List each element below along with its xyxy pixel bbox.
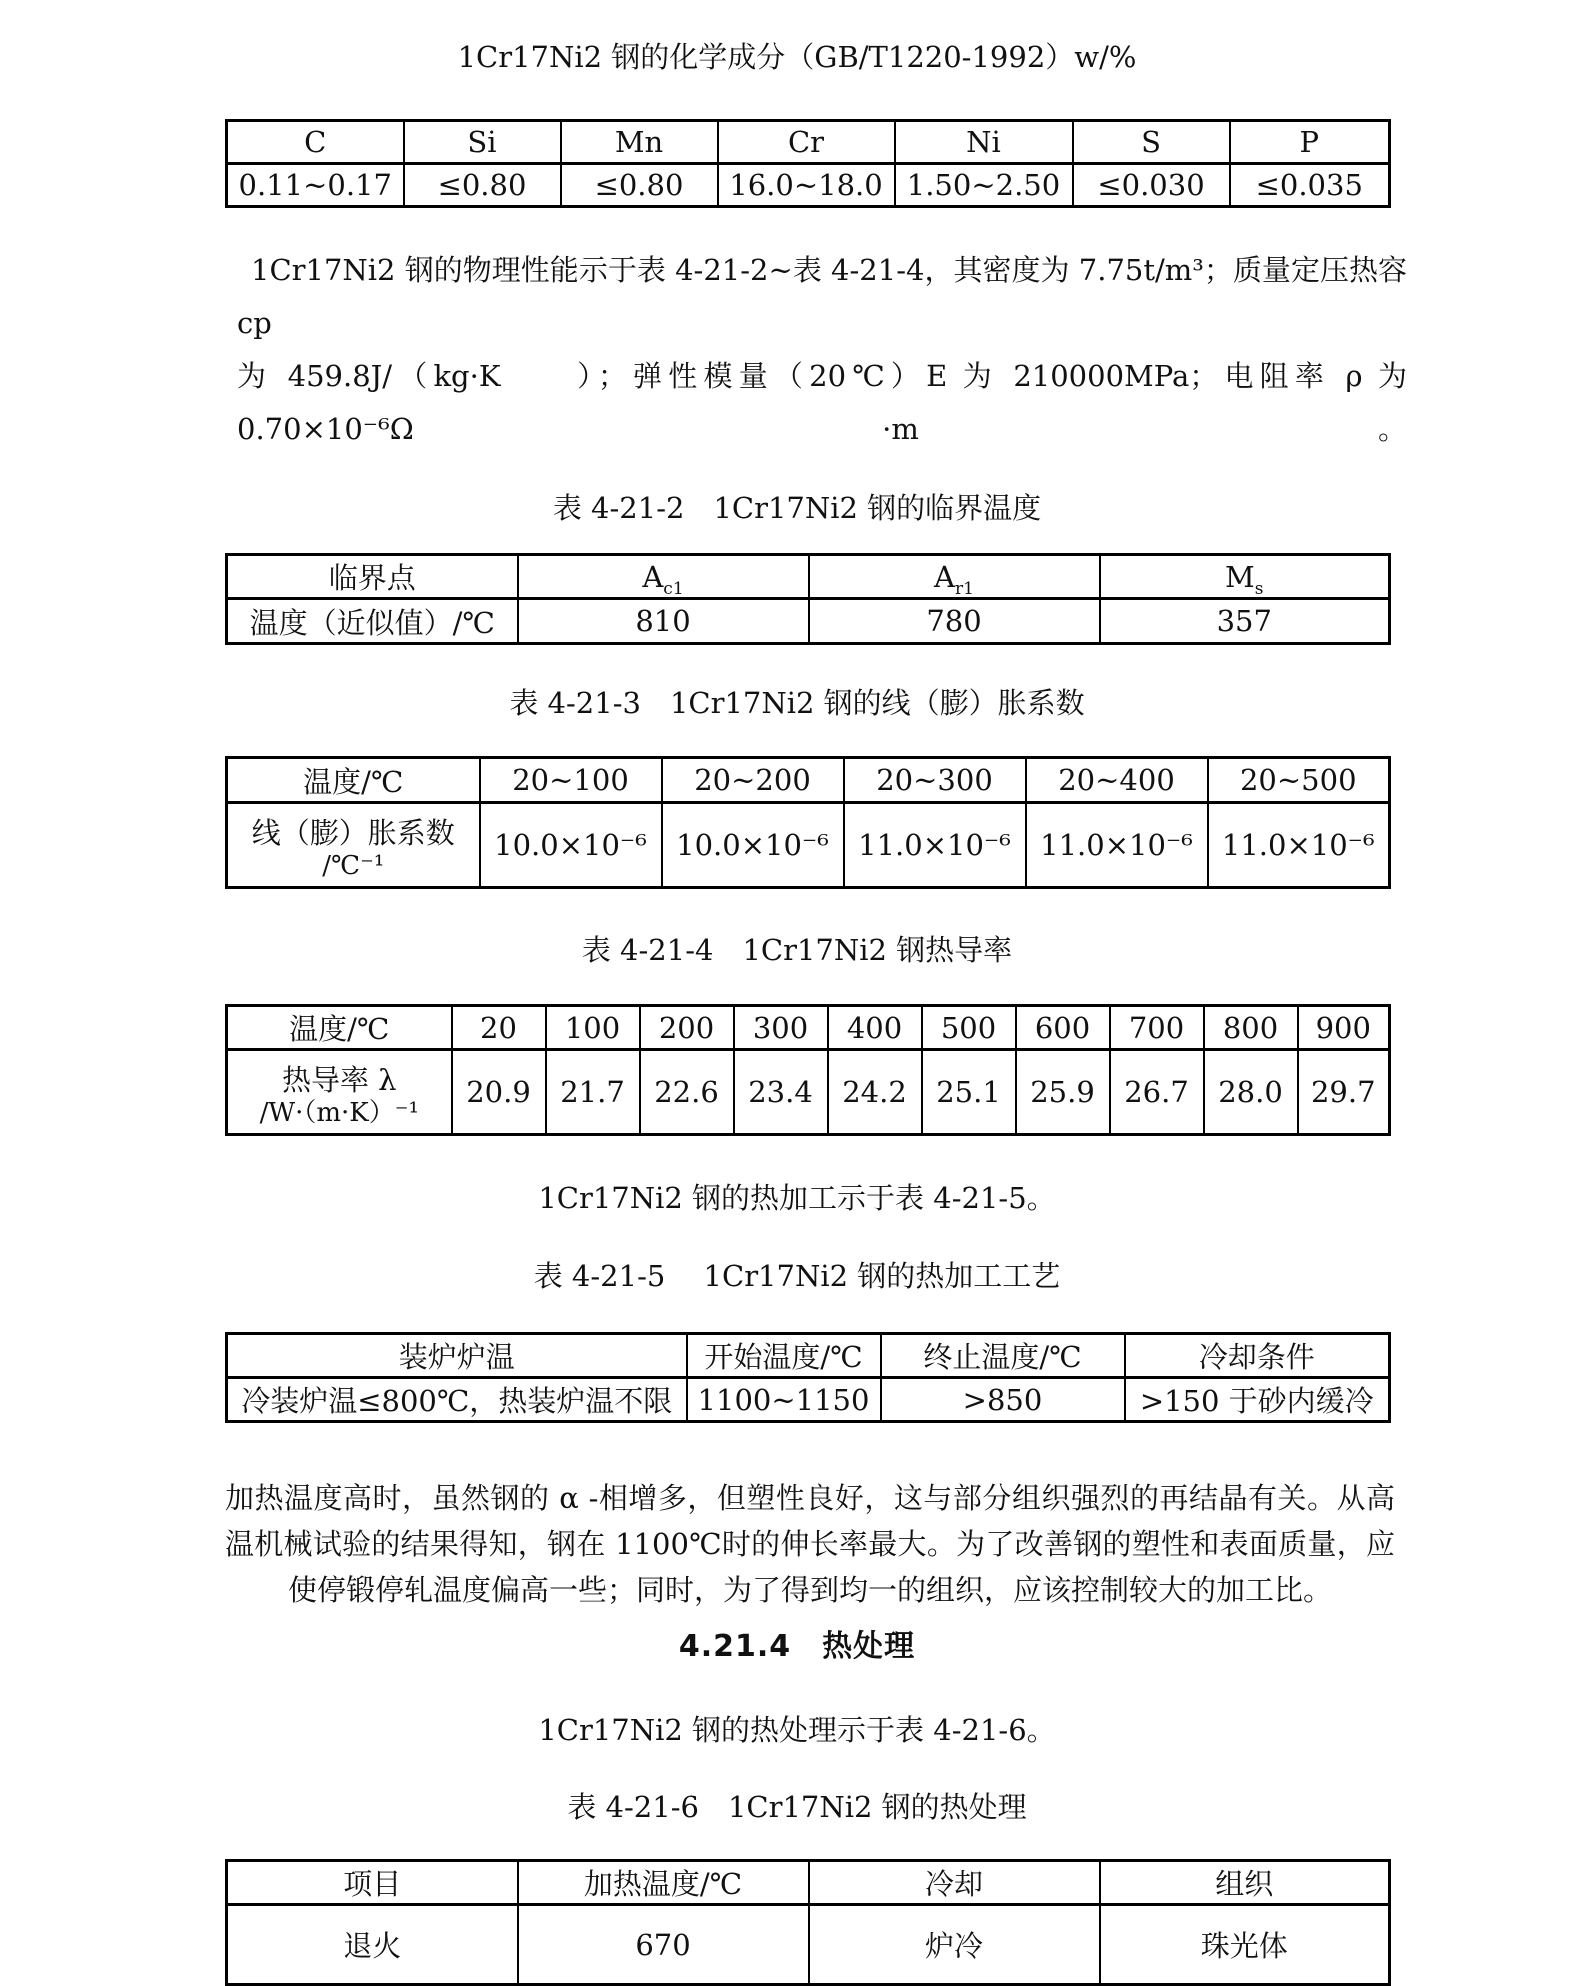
table-caption-4-21-5: 表 4-21-5 1Cr17Ni2 钢的热加工工艺 bbox=[533, 1259, 1061, 1293]
paragraph-line: 加热温度高时，虽然钢的 α -相增多，但塑性良好，这与部分组织强烈的再结晶有关。从高 bbox=[225, 1481, 1395, 1515]
hot-working-note: 1Cr17Ni2 钢的热加工示于表 4-21-5。 bbox=[538, 1181, 1056, 1215]
t2-cell: 780 bbox=[809, 599, 1100, 644]
row-label-line: /℃⁻¹ bbox=[322, 851, 385, 881]
symbol-base: A bbox=[642, 559, 664, 594]
symbol-sub: r1 bbox=[955, 578, 974, 599]
paragraph-line: 使停锻停轧温度偏高一些；同时，为了得到均一的组织，应该控制较大的加工比。 bbox=[287, 1573, 1332, 1607]
row-label-line: /W·（m·K）⁻¹ bbox=[259, 1098, 419, 1128]
t6-cell: 退火 bbox=[227, 1905, 518, 1985]
heating-temperature-paragraph bbox=[225, 1475, 1395, 1613]
heat-treatment-table bbox=[225, 1859, 1391, 1986]
t4-cell: 20.9 bbox=[452, 1050, 546, 1135]
t4-col-header: 600 bbox=[1016, 1006, 1110, 1050]
table-row bbox=[227, 1378, 1390, 1422]
t3-cell: 11.0×10⁻⁶ bbox=[844, 803, 1026, 888]
critical-temperature-table bbox=[225, 553, 1391, 645]
table-header-row bbox=[227, 1006, 1390, 1050]
table-header-row bbox=[227, 758, 1390, 803]
t1-col-header: P bbox=[1230, 121, 1390, 164]
physical-properties-paragraph bbox=[237, 244, 1407, 456]
t1-cell: ≤0.80 bbox=[404, 164, 561, 207]
t2-row-label: 温度（近似值）/℃ bbox=[227, 599, 518, 644]
t3-col-header: 20~200 bbox=[662, 758, 844, 803]
thermal-expansion-table bbox=[225, 756, 1391, 889]
t3-col-header: 20~500 bbox=[1208, 758, 1390, 803]
t6-col-header: 组织 bbox=[1100, 1861, 1390, 1905]
table-header-row bbox=[227, 555, 1390, 599]
symbol-base: A bbox=[934, 559, 955, 594]
t6-cell: 珠光体 bbox=[1100, 1905, 1390, 1985]
thermal-conductivity-table bbox=[225, 1004, 1391, 1136]
t1-col-header: Si bbox=[404, 121, 561, 164]
table-row bbox=[227, 164, 1390, 207]
t3-row-label bbox=[227, 803, 480, 888]
t6-col-header: 加热温度/℃ bbox=[518, 1861, 809, 1905]
paragraph-line: 1Cr17Ni2 钢的物理性能示于表 4-21-2~表 4-21-4，其密度为 7.75t/m³；质量定压热容 cp bbox=[237, 253, 1407, 340]
t4-cell: 25.1 bbox=[922, 1050, 1016, 1135]
t6-col-header: 项目 bbox=[227, 1861, 518, 1905]
row-label-line: 热导率 λ bbox=[281, 1063, 397, 1097]
t3-col-header: 温度/℃ bbox=[227, 758, 480, 803]
t4-col-header: 200 bbox=[640, 1006, 734, 1050]
table-row bbox=[227, 1905, 1390, 1985]
t3-cell: 11.0×10⁻⁶ bbox=[1026, 803, 1208, 888]
t2-col-header bbox=[809, 555, 1100, 599]
hot-working-process-table bbox=[225, 1332, 1391, 1423]
t3-col-header: 20~300 bbox=[844, 758, 1026, 803]
t4-col-header: 300 bbox=[734, 1006, 828, 1050]
table-row bbox=[227, 1050, 1390, 1135]
chemical-composition-table bbox=[225, 119, 1391, 208]
heat-treatment-note: 1Cr17Ni2 钢的热处理示于表 4-21-6。 bbox=[538, 1713, 1056, 1747]
t4-row-label bbox=[227, 1050, 452, 1135]
page-title: 1Cr17Ni2 钢的化学成分（GB/T1220-1992）w/% bbox=[457, 40, 1137, 74]
t3-col-header: 20~400 bbox=[1026, 758, 1208, 803]
table-row bbox=[227, 599, 1390, 644]
t6-col-header: 冷却 bbox=[809, 1861, 1100, 1905]
t3-cell: 11.0×10⁻⁶ bbox=[1208, 803, 1390, 888]
t5-cell: >850 bbox=[881, 1378, 1125, 1422]
t4-col-header: 400 bbox=[828, 1006, 922, 1050]
symbol-sub: c1 bbox=[663, 578, 684, 599]
t5-cell: 冷装炉温≤800℃，热装炉温不限 bbox=[227, 1378, 687, 1422]
t5-col-header: 终止温度/℃ bbox=[881, 1334, 1125, 1378]
table-header-row bbox=[227, 1334, 1390, 1378]
t3-cell: 10.0×10⁻⁶ bbox=[662, 803, 844, 888]
t4-col-header: 20 bbox=[452, 1006, 546, 1050]
t6-cell: 670 bbox=[518, 1905, 809, 1985]
t4-cell: 29.7 bbox=[1298, 1050, 1390, 1135]
t1-cell: 1.50~2.50 bbox=[895, 164, 1073, 207]
t1-col-header: Mn bbox=[561, 121, 718, 164]
t4-col-header: 700 bbox=[1110, 1006, 1204, 1050]
t5-cell: >150 于砂内缓冷 bbox=[1125, 1378, 1390, 1422]
t4-col-header: 900 bbox=[1298, 1006, 1390, 1050]
t3-col-header: 20~100 bbox=[480, 758, 662, 803]
paragraph-line: 温机械试验的结果得知，钢在 1100℃时的伸长率最大。为了改善钢的塑性和表面质量，应 bbox=[225, 1527, 1395, 1561]
table-header-row bbox=[227, 121, 1390, 164]
t6-cell: 炉冷 bbox=[809, 1905, 1100, 1985]
t4-cell: 26.7 bbox=[1110, 1050, 1204, 1135]
section-heading: 4.21.4 热处理 bbox=[678, 1629, 916, 1664]
t4-col-header: 100 bbox=[546, 1006, 640, 1050]
t2-col-header bbox=[518, 555, 809, 599]
t5-col-header: 装炉炉温 bbox=[227, 1334, 687, 1378]
t4-cell: 28.0 bbox=[1204, 1050, 1298, 1135]
t4-cell: 24.2 bbox=[828, 1050, 922, 1135]
t1-cell: 16.0~18.0 bbox=[718, 164, 895, 207]
t4-cell: 25.9 bbox=[1016, 1050, 1110, 1135]
t4-col-header: 500 bbox=[922, 1006, 1016, 1050]
table-header-row bbox=[227, 1861, 1390, 1905]
row-label-line: 线（膨）胀系数 bbox=[251, 816, 455, 850]
t1-col-header: S bbox=[1073, 121, 1230, 164]
table-caption-4-21-6: 表 4-21-6 1Cr17Ni2 钢的热处理 bbox=[567, 1790, 1027, 1824]
table-caption-4-21-4: 表 4-21-4 1Cr17Ni2 钢热导率 bbox=[581, 933, 1013, 967]
t2-cell: 810 bbox=[518, 599, 809, 644]
table-row bbox=[227, 803, 1390, 888]
t1-col-header: Cr bbox=[718, 121, 895, 164]
t4-col-header: 温度/℃ bbox=[227, 1006, 452, 1050]
t5-col-header: 冷却条件 bbox=[1125, 1334, 1390, 1378]
table-caption-4-21-2: 表 4-21-2 1Cr17Ni2 钢的临界温度 bbox=[552, 491, 1042, 525]
symbol-base: M bbox=[1225, 559, 1255, 594]
t1-cell: 0.11~0.17 bbox=[227, 164, 404, 207]
t1-cell: ≤0.80 bbox=[561, 164, 718, 207]
paragraph-line: 为 459.8J/（kg·K ）；弹性模量（20℃）E 为 210000MPa；电阻率 ρ 为 0.70×10⁻⁶Ω ·m。 bbox=[237, 359, 1407, 446]
t1-col-header: Ni bbox=[895, 121, 1073, 164]
t5-cell: 1100~1150 bbox=[687, 1378, 881, 1422]
table-caption-4-21-3: 表 4-21-3 1Cr17Ni2 钢的线（膨）胀系数 bbox=[509, 686, 1085, 720]
t2-col-header: 临界点 bbox=[227, 555, 518, 599]
t4-cell: 21.7 bbox=[546, 1050, 640, 1135]
t4-cell: 23.4 bbox=[734, 1050, 828, 1135]
t5-col-header: 开始温度/℃ bbox=[687, 1334, 881, 1378]
t4-cell: 22.6 bbox=[640, 1050, 734, 1135]
t4-col-header: 800 bbox=[1204, 1006, 1298, 1050]
t1-col-header: C bbox=[227, 121, 404, 164]
t1-cell: ≤0.035 bbox=[1230, 164, 1390, 207]
t2-cell: 357 bbox=[1100, 599, 1390, 644]
symbol-sub: s bbox=[1254, 578, 1264, 599]
t3-cell: 10.0×10⁻⁶ bbox=[480, 803, 662, 888]
t2-col-header bbox=[1100, 555, 1390, 599]
t1-cell: ≤0.030 bbox=[1073, 164, 1230, 207]
